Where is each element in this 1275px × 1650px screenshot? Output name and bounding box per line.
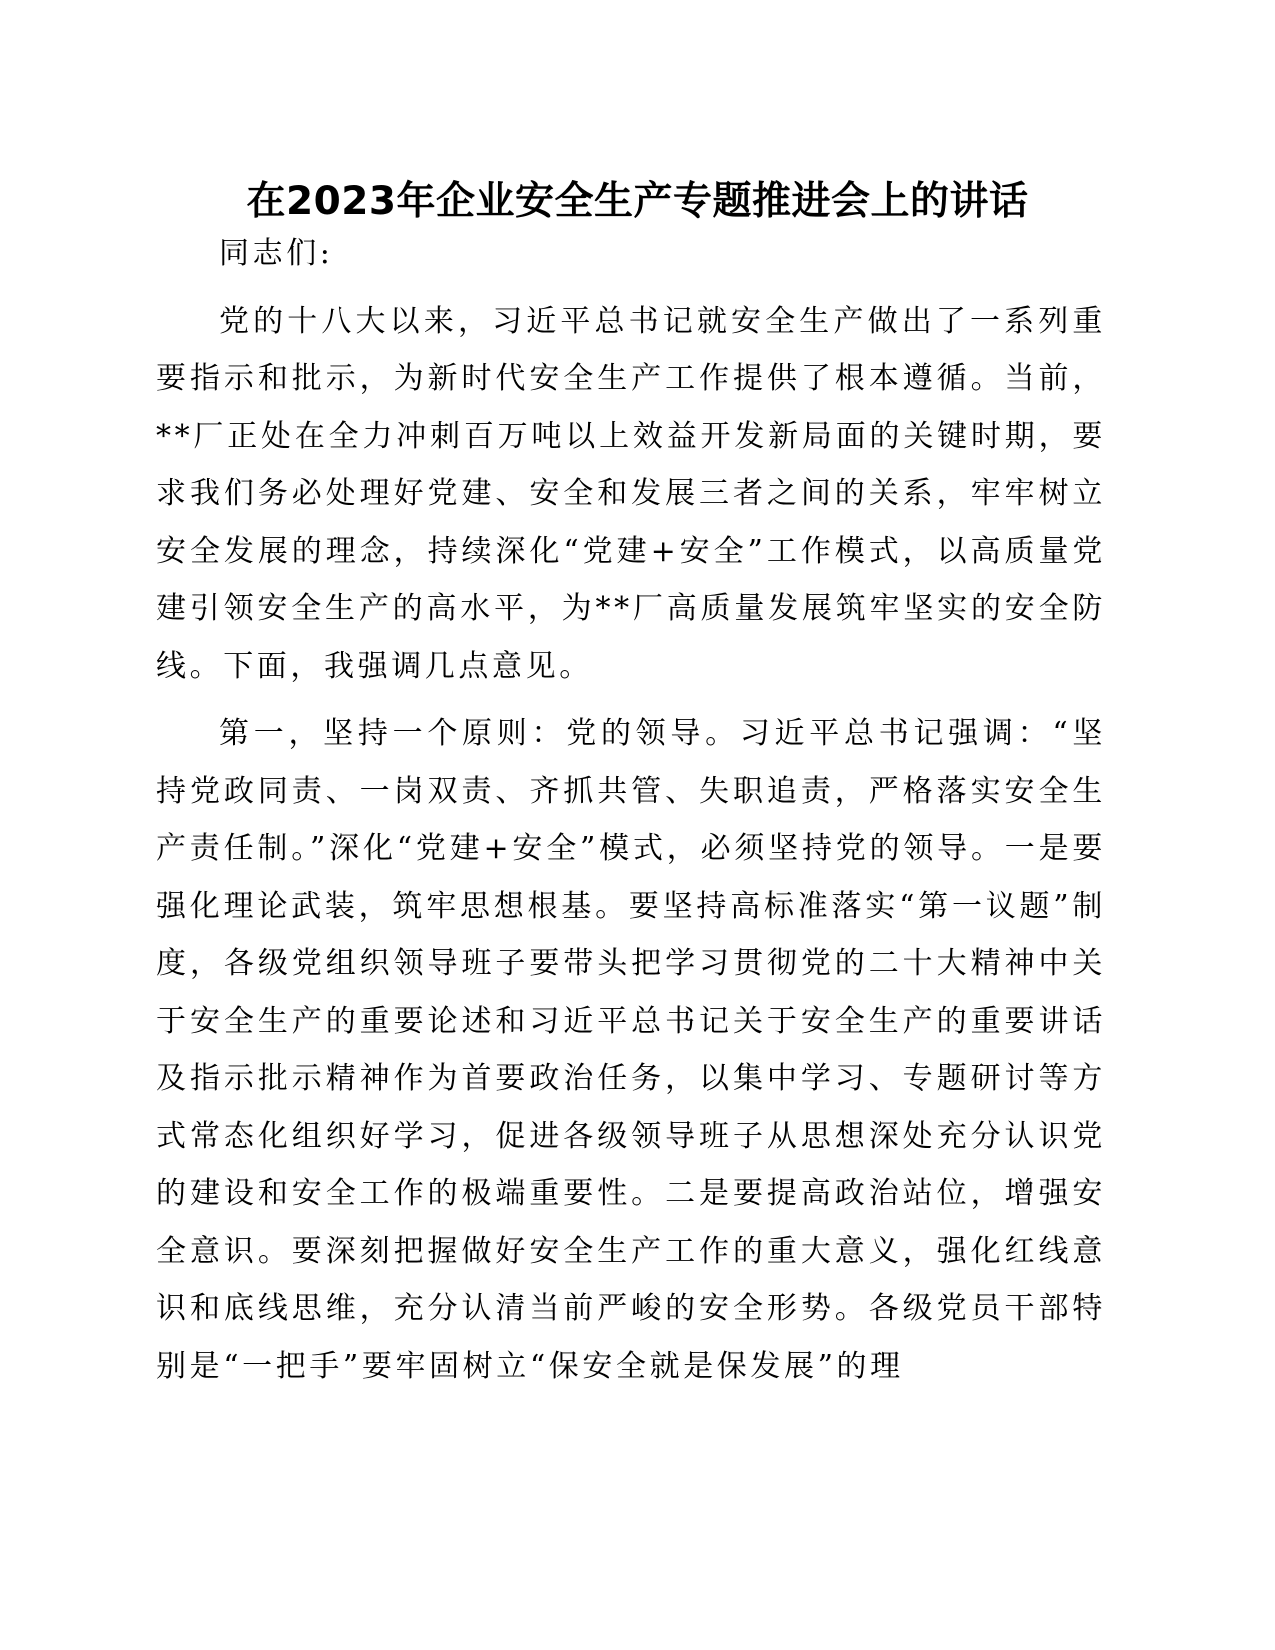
salutation: 同志们: — [219, 236, 334, 271]
paragraph-first-principle: 第一，坚持一个原则：党的领导。习近平总书记强调：“坚持党政同责、一岗双责、齐抓共管、失职追责，严格落实安全生产责任制。”深化“党建+安全”模式，必须坚持党的领导。一是要强化理论武装，筑牢思想根基。要坚持高标准落实“第一议题”制度，各级党组织领导班子要带头把学习贯彻党的二十大精神中关于安全生产的重要论述和习近平总书记关于安全生产的重要讲话及指示批示精神作为首要政治任务，以集中学习、专题研讨等方式常态化组织好学习，促进各级领导班子从思想深处充分认识党的建设和安全工作的极端重要性。二是要提高政治站位，增强安全意识。要深刻把握做好安全生产工作的重大意义，强化红线意识和底线思维，充分认清当前严峻的安全形势。各级党员干部特别是“一把手”要牢固树立“保安全就是保发展”的理 — [156, 716, 1106, 1384]
paragraph-spacer — [156, 695, 1106, 705]
paragraph-intro: 党的十八大以来，习近平总书记就安全生产做出了一系列重要指示和批示，为新时代安全生产工作提供了根本遵循。当前，**厂正处在全力冲刺百万吨以上效益开发新局面的关键时期，要求我们务必处理好党建、安全和发展三者之间的关系，牢牢树立安全发展的理念，持续深化“党建+安全”工作模式，以高质量党建引领安全生产的高水平，为**厂高质量发展筑牢坚实的安全防线。下面，我强调几点意见。 — [156, 303, 1106, 684]
document-title: 在2023年企业安全生产专题推进会上的讲话 — [246, 179, 1029, 224]
document-body — [156, 225, 1106, 1395]
